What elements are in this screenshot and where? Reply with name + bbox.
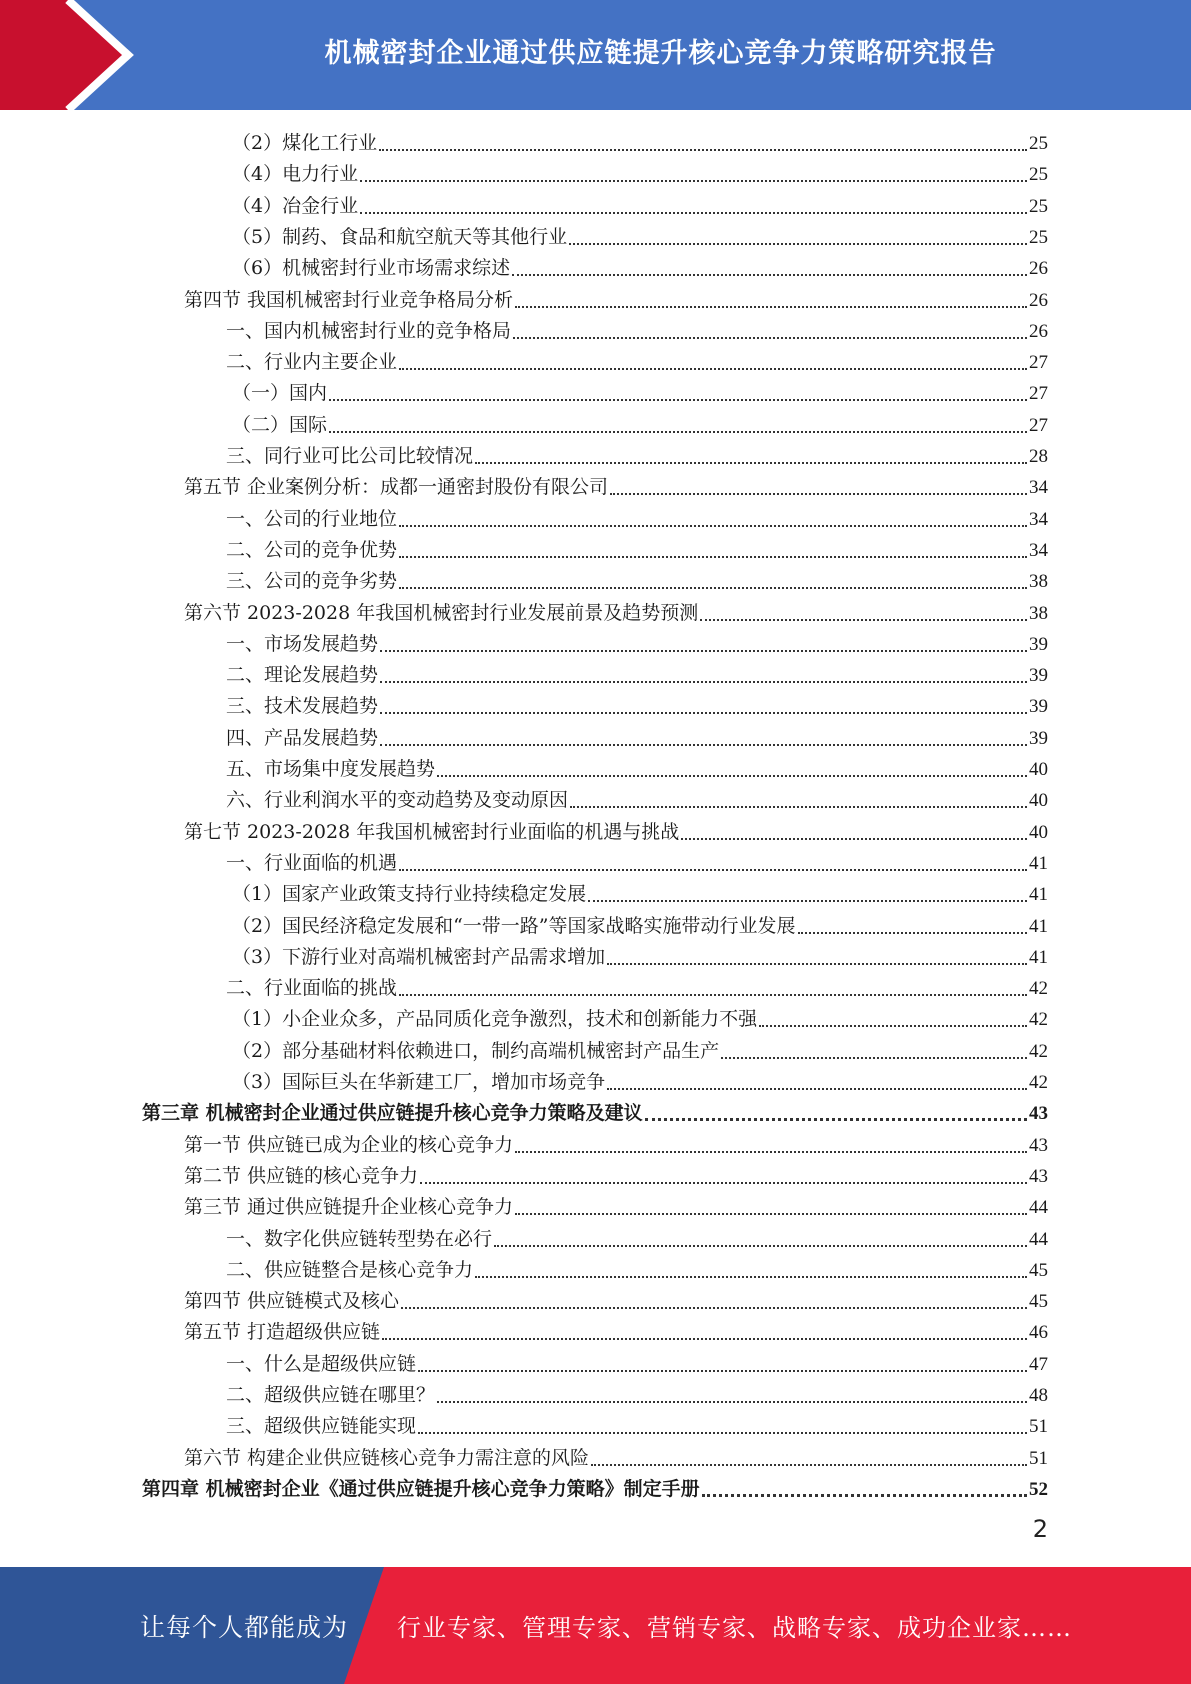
toc-entry-title: （4）冶金行业 (232, 194, 359, 217)
toc-entry-page: 27 (1029, 414, 1048, 436)
toc-entry[interactable] (226, 1255, 1048, 1286)
toc-leader-dots (702, 1494, 1027, 1497)
toc-leader-dots (475, 1276, 1027, 1278)
toc-entry-title: 第四节 供应链模式及核心 (184, 1290, 400, 1313)
toc-entry[interactable] (184, 1443, 1048, 1474)
toc-entry-title: 第七节 2023-2028 年我国机械密封行业面临的机遇与挑战 (184, 820, 680, 843)
toc-entry-page: 27 (1029, 352, 1048, 374)
toc-entry-page: 34 (1029, 539, 1048, 561)
toc-entry-title: 二、行业内主要企业 (226, 351, 398, 374)
toc-entry-title: （3）国际巨头在华新建工厂，增加市场竞争 (232, 1071, 606, 1093)
toc-leader-dots (512, 274, 1027, 276)
toc-entry[interactable] (184, 1286, 1048, 1317)
page-number: 2 (1032, 1515, 1048, 1543)
toc-entry[interactable] (226, 691, 1048, 722)
toc-entry-title: （5）制药、食品和航空航天等其他行业 (232, 225, 568, 248)
toc-entry[interactable] (232, 253, 1048, 284)
toc-entry[interactable] (226, 347, 1048, 378)
toc-entry-page: 42 (1029, 1040, 1048, 1062)
toc-entry[interactable] (184, 1317, 1048, 1348)
toc-entry-title: 第六节 2023-2028 年我国机械密封行业发展前景及趋势预测 (184, 601, 699, 624)
toc-entry-page: 25 (1029, 226, 1048, 248)
toc-leader-dots (515, 1151, 1027, 1153)
footer-band (0, 1567, 1191, 1684)
toc-entry-title: 第三节 通过供应链提升企业核心竞争力 (184, 1196, 514, 1219)
toc-entry-title: 第一节 供应链已成为企业的核心竞争力 (184, 1133, 514, 1156)
toc-entry-title: 一、国内机械密封行业的竞争格局 (226, 319, 512, 342)
toc-entry-page: 41 (1029, 884, 1048, 906)
toc-leader-dots (700, 619, 1027, 621)
toc-entry[interactable] (184, 285, 1048, 316)
toc-leader-dots (607, 963, 1027, 965)
toc-entry-title: 第五节 打造超级供应链 (184, 1321, 381, 1344)
toc-leader-dots (759, 1025, 1027, 1027)
toc-entry-page: 43 (1029, 1165, 1048, 1187)
toc-entry-page: 38 (1029, 571, 1048, 593)
toc-entry-page: 43 (1029, 1134, 1048, 1156)
toc-leader-dots (399, 869, 1027, 871)
toc-entry-page: 26 (1029, 289, 1048, 311)
toc-entry-page: 45 (1029, 1291, 1048, 1313)
toc-entry-title: （3）下游行业对高端机械密封产品需求增加 (232, 945, 606, 968)
toc-leader-dots (382, 1338, 1027, 1340)
toc-entry-page: 27 (1029, 383, 1048, 405)
toc-leader-dots (418, 1432, 1027, 1434)
toc-entry[interactable] (184, 472, 1048, 503)
toc-entry-page: 47 (1029, 1353, 1048, 1375)
toc-entry-title: 六、行业利润水平的变动趋势及变动原因 (226, 789, 569, 812)
toc-leader-dots (399, 556, 1027, 558)
toc-entry[interactable] (226, 1224, 1048, 1255)
toc-entry[interactable] (142, 1098, 1048, 1129)
toc-leader-dots (591, 1464, 1027, 1466)
toc-entry[interactable] (232, 879, 1048, 910)
toc-entry-page: 39 (1029, 727, 1048, 749)
toc-leader-dots (329, 431, 1027, 433)
toc-entry-page: 26 (1029, 320, 1048, 342)
toc-entry-page: 41 (1029, 852, 1048, 874)
toc-entry-title: （1）小企业众多，产品同质化竞争激烈，技术和创新能力不强 (232, 1008, 758, 1031)
toc-entry-page: 28 (1029, 446, 1048, 467)
toc-leader-dots (475, 462, 1027, 464)
toc-entry[interactable] (226, 848, 1048, 879)
toc-entry[interactable] (226, 723, 1048, 754)
toc-entry-page: 39 (1029, 665, 1048, 687)
toc-entry-page: 51 (1029, 1416, 1048, 1438)
toc-entry-page: 42 (1029, 1072, 1048, 1093)
toc-leader-dots (569, 243, 1027, 245)
toc-leader-dots (420, 1182, 1027, 1184)
toc-entry[interactable] (226, 316, 1048, 347)
toc-leader-dots (401, 1307, 1027, 1309)
toc-leader-dots (399, 994, 1027, 996)
toc-entry-title: 第五节 企业案例分析：成都一通密封股份有限公司 (184, 476, 609, 499)
toc-entry-title: 二、行业面临的挑战 (226, 977, 398, 1000)
toc-entry[interactable] (226, 1349, 1048, 1380)
toc-entry[interactable] (226, 754, 1048, 785)
toc-leader-dots (437, 1401, 1027, 1403)
toc-entry-title: 二、公司的竞争优势 (226, 538, 398, 561)
toc-entry[interactable] (226, 973, 1048, 1004)
toc-entry[interactable] (184, 817, 1048, 848)
toc-leader-dots (588, 900, 1027, 902)
toc-leader-dots (513, 337, 1027, 339)
toc-entry-page: 38 (1029, 602, 1048, 624)
toc-entry[interactable] (232, 911, 1048, 942)
toc-entry[interactable] (184, 1161, 1048, 1192)
toc-entry-title: 一、什么是超级供应链 (226, 1352, 417, 1375)
toc-entry-page: 52 (1029, 1478, 1048, 1500)
toc-entry-page: 39 (1029, 633, 1048, 655)
toc-entry-page: 25 (1029, 133, 1048, 154)
toc-leader-dots (329, 399, 1027, 401)
toc-entry-title: （2）部分基础材料依赖进口，制约高端机械密封产品生产 (232, 1039, 720, 1062)
toc-entry[interactable] (184, 1130, 1048, 1161)
toc-leader-dots (399, 525, 1027, 527)
toc-entry-title: （1）国家产业政策支持行业持续稳定发展 (232, 883, 587, 906)
toc-entry-title: （一）国内 (232, 382, 328, 405)
toc-leader-dots (681, 838, 1027, 840)
toc-leader-dots (380, 650, 1027, 652)
toc-entry-title: 第三章 机械密封企业通过供应链提升核心竞争力策略及建议 (142, 1102, 643, 1125)
toc-entry-title: 三、同行业可比公司比较情况 (226, 445, 474, 467)
toc-leader-dots (494, 1245, 1027, 1247)
toc-leader-dots (515, 306, 1027, 308)
toc-entry[interactable] (226, 441, 1048, 472)
toc-entry-title: （2）煤化工行业 (232, 132, 378, 154)
toc-entry-page: 42 (1029, 978, 1048, 1000)
toc-entry-title: 三、超级供应链能实现 (226, 1415, 417, 1438)
toc-entry-page: 34 (1029, 508, 1048, 530)
toc-entry-page: 34 (1029, 477, 1048, 499)
toc-entry-page: 39 (1029, 696, 1048, 718)
toc-entry-title: 一、公司的行业地位 (226, 507, 398, 530)
toc-entry[interactable] (226, 660, 1048, 691)
toc-entry-page: 44 (1029, 1197, 1048, 1219)
toc-entry-title: （6）机械密封行业市场需求综述 (232, 257, 511, 280)
toc-leader-dots (360, 180, 1027, 182)
toc-entry-page: 40 (1029, 759, 1048, 780)
toc-entry-page: 46 (1029, 1322, 1048, 1344)
toc-entry-page: 41 (1029, 915, 1048, 937)
toc-entry[interactable] (184, 1192, 1048, 1223)
footer-slogan-left: 让每个人都能成为 (140, 1612, 349, 1642)
toc-entry[interactable] (232, 1036, 1048, 1067)
toc-entry-title: 第六节 构建企业供应链核心竞争力需注意的风险 (184, 1446, 590, 1469)
toc-entry-title: 三、技术发展趋势 (226, 695, 379, 718)
toc-leader-dots (610, 493, 1027, 495)
toc-entry-title: （二）国际 (232, 413, 328, 436)
toc-leader-dots (379, 149, 1027, 151)
toc-leader-dots (437, 775, 1027, 777)
toc-entry-page: 44 (1029, 1228, 1048, 1250)
toc-entry-page: 25 (1029, 164, 1048, 186)
toc-leader-dots (360, 212, 1027, 214)
toc-entry[interactable] (232, 410, 1048, 441)
toc-entry-title: 一、行业面临的机遇 (226, 851, 398, 874)
toc-entry-title: 二、理论发展趋势 (226, 664, 379, 687)
toc-leader-dots (607, 1088, 1027, 1090)
toc-entry-title: 二、供应链整合是核心竞争力 (226, 1258, 474, 1281)
toc-leader-dots (798, 932, 1027, 934)
toc-entry-page: 51 (1029, 1447, 1048, 1469)
chevron-red-shape (0, 0, 128, 110)
toc-entry-page: 42 (1029, 1009, 1048, 1031)
toc-entry[interactable] (232, 128, 1048, 159)
toc-entry-page: 41 (1029, 946, 1048, 968)
toc-entry[interactable] (226, 629, 1048, 660)
toc-leader-dots (418, 1370, 1027, 1372)
toc-entry-page: 43 (1029, 1103, 1048, 1125)
chevron-arrow-icon (0, 0, 160, 110)
toc-entry-page: 25 (1029, 195, 1048, 217)
toc-entry-title: 三、公司的竞争劣势 (226, 570, 398, 593)
toc-leader-dots (380, 712, 1027, 714)
toc-entry[interactable] (226, 535, 1048, 566)
toc-entry-title: 二、超级供应链在哪里？ (226, 1384, 436, 1406)
toc-leader-dots (380, 744, 1027, 746)
toc-entry-title: 一、市场发展趋势 (226, 632, 379, 655)
toc-entry[interactable] (232, 1067, 1048, 1098)
toc-entry[interactable] (226, 1380, 1048, 1411)
toc-entry[interactable] (226, 1411, 1048, 1442)
toc-entry-page: 26 (1029, 258, 1048, 280)
toc-entry-page: 45 (1029, 1259, 1048, 1281)
toc-entry[interactable] (226, 504, 1048, 535)
toc-entry-title: 一、数字化供应链转型势在必行 (226, 1227, 493, 1250)
toc-entry[interactable] (232, 159, 1048, 190)
toc-entry[interactable] (232, 191, 1048, 222)
toc-leader-dots (380, 681, 1027, 683)
toc-entry-title: 第二节 供应链的核心竞争力 (184, 1164, 419, 1187)
toc-entry[interactable] (184, 598, 1048, 629)
toc-entry[interactable] (232, 942, 1048, 973)
toc-entry[interactable] (226, 785, 1048, 816)
toc-entry-title: （2）国民经济稳定发展和“一带一路”等国家战略实施带动行业发展 (232, 914, 796, 937)
toc-entry[interactable] (142, 1474, 1048, 1505)
toc-leader-dots (570, 806, 1027, 808)
toc-entry-title: （4）电力行业 (232, 163, 359, 186)
toc-leader-dots (399, 368, 1027, 370)
toc-leader-dots (399, 587, 1027, 589)
report-title: 机械密封企业通过供应链提升核心竞争力策略研究报告 (324, 37, 997, 69)
footer-slogan-right: 行业专家、管理专家、营销专家、战略专家、成功企业家…… (397, 1614, 1072, 1642)
header-band (0, 0, 1191, 110)
toc-entry-page: 40 (1029, 790, 1048, 812)
toc-leader-dots (645, 1118, 1027, 1121)
toc-leader-dots (721, 1057, 1027, 1059)
toc-leader-dots (515, 1213, 1027, 1215)
toc-entry[interactable] (226, 566, 1048, 597)
toc-entry-title: 第四章 机械密封企业《通过供应链提升核心竞争力策略》制定手册 (142, 1477, 700, 1500)
toc-entry-title: 四、产品发展趋势 (226, 726, 379, 749)
toc-entry[interactable] (232, 222, 1048, 253)
toc-entry-title: 第四节 我国机械密封行业竞争格局分析 (184, 288, 514, 311)
toc-entry[interactable] (232, 378, 1048, 409)
toc-entry-page: 40 (1029, 821, 1048, 843)
toc-entry[interactable] (232, 1004, 1048, 1035)
toc-entry-title: 五、市场集中度发展趋势 (226, 758, 436, 780)
toc-entry-page: 48 (1029, 1385, 1048, 1406)
